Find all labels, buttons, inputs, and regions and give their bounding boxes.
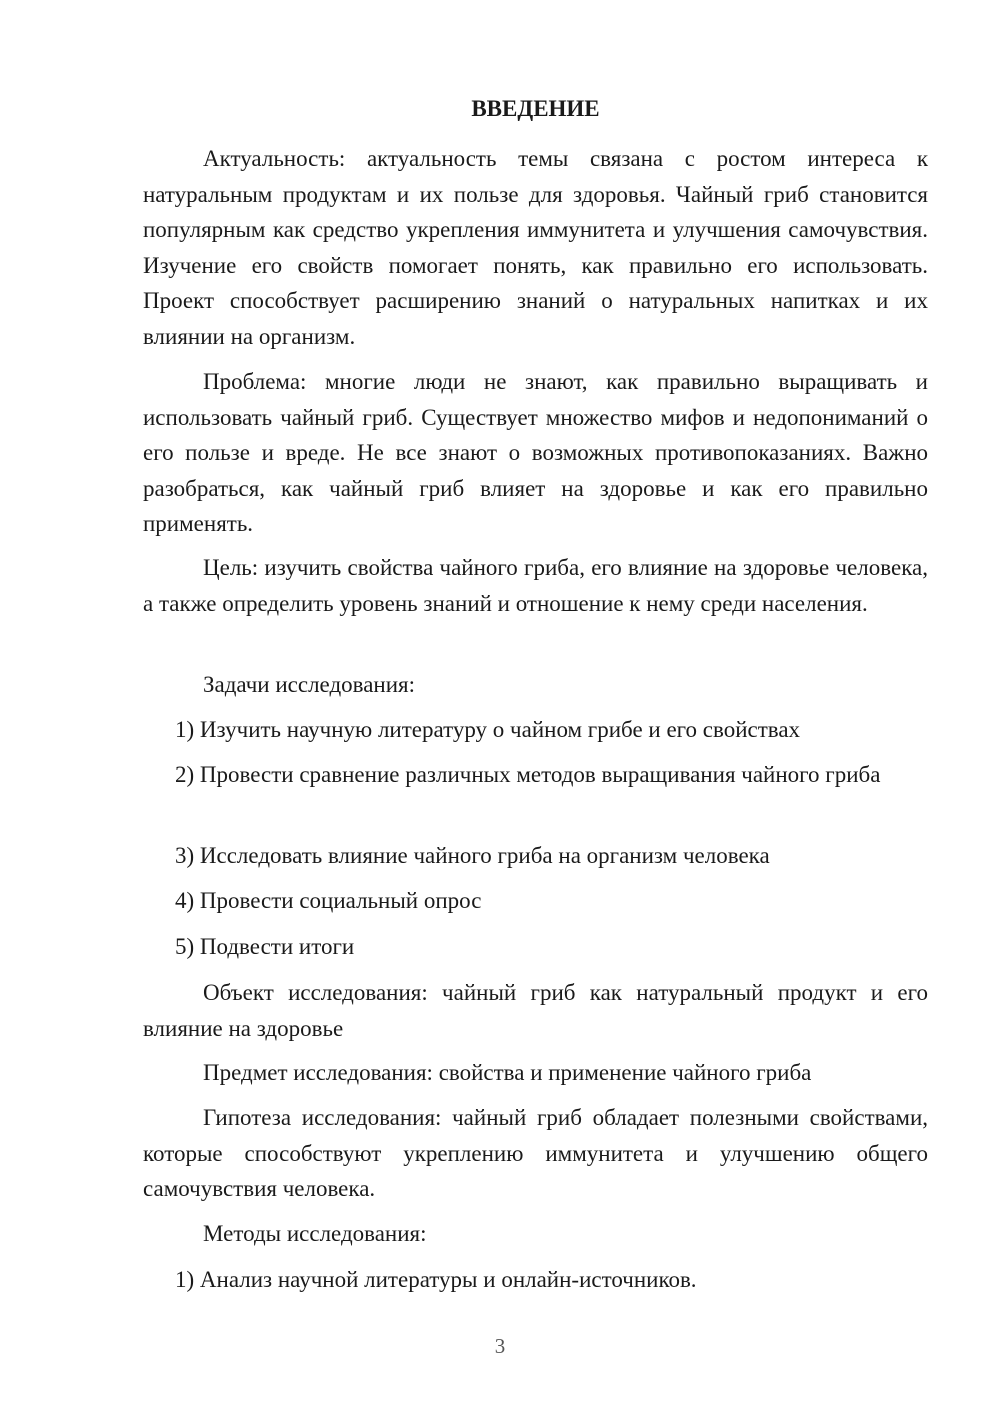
list-item: 1) Анализ научной литературы и онлайн-источников. xyxy=(175,1267,697,1292)
list-item: 5) Подвести итоги xyxy=(175,934,355,959)
problem-paragraph: Проблема: многие люди не знают, как правильно выращивать и использовать чайный гриб. Существует множество мифов и недопониманий о его пользе и вреде. Не все знают о возможных противопоказаниях. Важно разобраться, как чайный гриб влияет на здоровье и как его правильно применять. xyxy=(143,369,928,536)
methods-heading: Методы исследования: xyxy=(203,1221,427,1246)
object-paragraph: Объект исследования: чайный гриб как натуральный продукт и его влияние на здоровье xyxy=(143,980,928,1041)
page-title: ВВЕДЕНИЕ xyxy=(471,96,600,121)
list-item: 3) Исследовать влияние чайного гриба на организм человека xyxy=(175,843,770,868)
list-item: 4) Провести социальный опрос xyxy=(175,888,482,913)
page-number: 3 xyxy=(494,1334,506,1358)
list-item: 1) Изучить научную литературу о чайном грибе и его свойствах xyxy=(175,717,801,742)
tasks-heading: Задачи исследования: xyxy=(203,672,416,697)
subject-paragraph: Предмет исследования: свойства и применение чайного гриба xyxy=(203,1060,812,1085)
relevance-paragraph: Актуальность: актуальность темы связана с ростом интереса к натуральным продуктам и их пользе для здоровья. Чайный гриб становится популярным как средство укрепления иммунитета и улучшения самочувствия. Изучение его свойств помогает понять, как правильно его использовать. Проект способствует расширению знаний о натуральных напитках и их влиянии на организм. xyxy=(143,146,928,349)
hypothesis-paragraph: Гипотеза исследования: чайный гриб обладает полезными свойствами, которые способствуют укреплению иммунитета и улучшению общего самочувствия человека. xyxy=(143,1105,928,1201)
goal-paragraph: Цель: изучить свойства чайного гриба, его влияние на здоровье человека, а также определить уровень знаний и отношение к нему среди населения. xyxy=(143,555,928,616)
list-item: 2) Провести сравнение различных методов выращивания чайного гриба xyxy=(175,762,881,787)
